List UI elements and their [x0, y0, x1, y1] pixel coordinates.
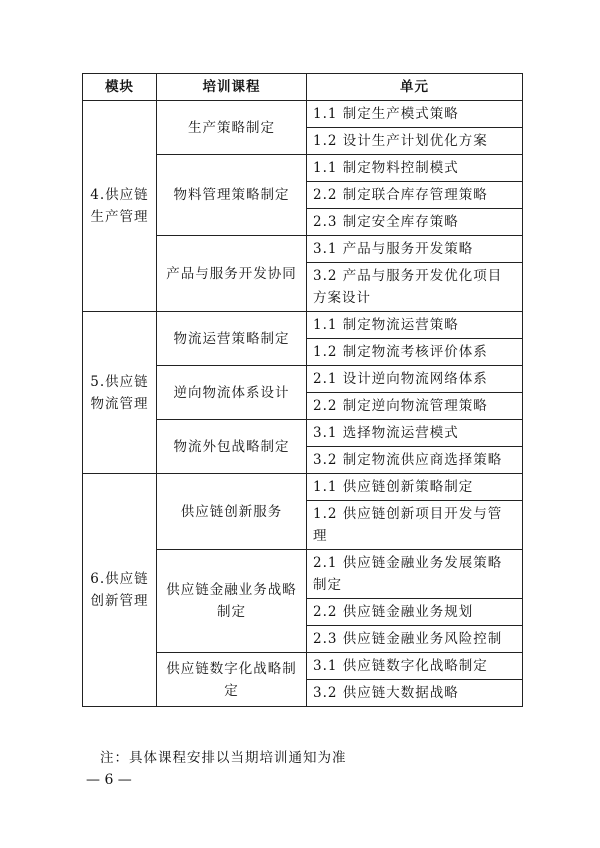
table-header-row — [83, 74, 523, 101]
unit-cell: 2.3 供应链金融业务风险控制 — [307, 626, 523, 653]
course-cell: 供应链金融业务战略制定 — [157, 550, 307, 653]
course-cell: 逆向物流体系设计 — [157, 366, 307, 420]
unit-cell: 1.1 制定生产模式策略 — [307, 101, 523, 128]
footnote: 注：具体课程安排以当期培训通知为准 — [100, 750, 347, 766]
unit-cell: 1.2 制定物流考核评价体系 — [307, 339, 523, 366]
unit-cell: 2.1 供应链金融业务发展策略制定 — [307, 550, 523, 599]
module-label: 4.供应链 — [90, 187, 149, 203]
unit-cell: 3.1 供应链数字化战略制定 — [307, 653, 523, 680]
unit-cell: 2.1 设计逆向物流网络体系 — [307, 366, 523, 393]
training-course-table — [82, 73, 523, 707]
module-cell — [83, 312, 157, 474]
module-cell — [83, 101, 157, 312]
table-row — [83, 474, 523, 501]
unit-cell: 3.1 产品与服务开发策略 — [307, 236, 523, 263]
course-cell: 物料管理策略制定 — [157, 155, 307, 236]
unit-cell: 3.2 供应链大数据战略 — [307, 680, 523, 707]
unit-cell: 2.2 制定逆向物流管理策略 — [307, 393, 523, 420]
table-row — [83, 101, 523, 128]
unit-cell: 3.1 选择物流运营模式 — [307, 420, 523, 447]
course-cell: 产品与服务开发协同 — [157, 236, 307, 312]
header-course: 培训课程 — [157, 74, 307, 101]
course-cell: 物流外包战略制定 — [157, 420, 307, 474]
unit-cell: 2.2 制定联合库存管理策略 — [307, 182, 523, 209]
module-label: 物流管理 — [90, 395, 149, 412]
unit-cell: 2.3 制定安全库存策略 — [307, 209, 523, 236]
module-label: 创新管理 — [90, 593, 149, 609]
module-label: 生产管理 — [90, 209, 149, 225]
page-number: — 6 — — [86, 772, 132, 788]
unit-cell: 1.1 制定物料控制模式 — [307, 155, 523, 182]
header-module: 模块 — [83, 74, 157, 101]
header-unit: 单元 — [307, 74, 523, 101]
unit-cell: 1.1 供应链创新策略制定 — [307, 474, 523, 501]
unit-cell: 3.2 产品与服务开发优化项目方案设计 — [307, 263, 523, 312]
table-row — [83, 312, 523, 339]
unit-cell: 1.1 制定物流运营策略 — [307, 312, 523, 339]
module-cell — [83, 474, 157, 707]
module-label: 5.供应链 — [90, 373, 149, 390]
unit-cell: 1.2 设计生产计划优化方案 — [307, 128, 523, 155]
course-cell: 生产策略制定 — [157, 101, 307, 155]
course-cell: 供应链数字化战略制定 — [157, 653, 307, 707]
course-cell: 供应链创新服务 — [157, 474, 307, 550]
unit-cell: 3.2 制定物流供应商选择策略 — [307, 447, 523, 474]
course-cell: 物流运营策略制定 — [157, 312, 307, 366]
unit-cell: 2.2 供应链金融业务规划 — [307, 599, 523, 626]
module-label: 6.供应链 — [90, 571, 149, 587]
unit-cell: 1.2 供应链创新项目开发与管理 — [307, 501, 523, 550]
